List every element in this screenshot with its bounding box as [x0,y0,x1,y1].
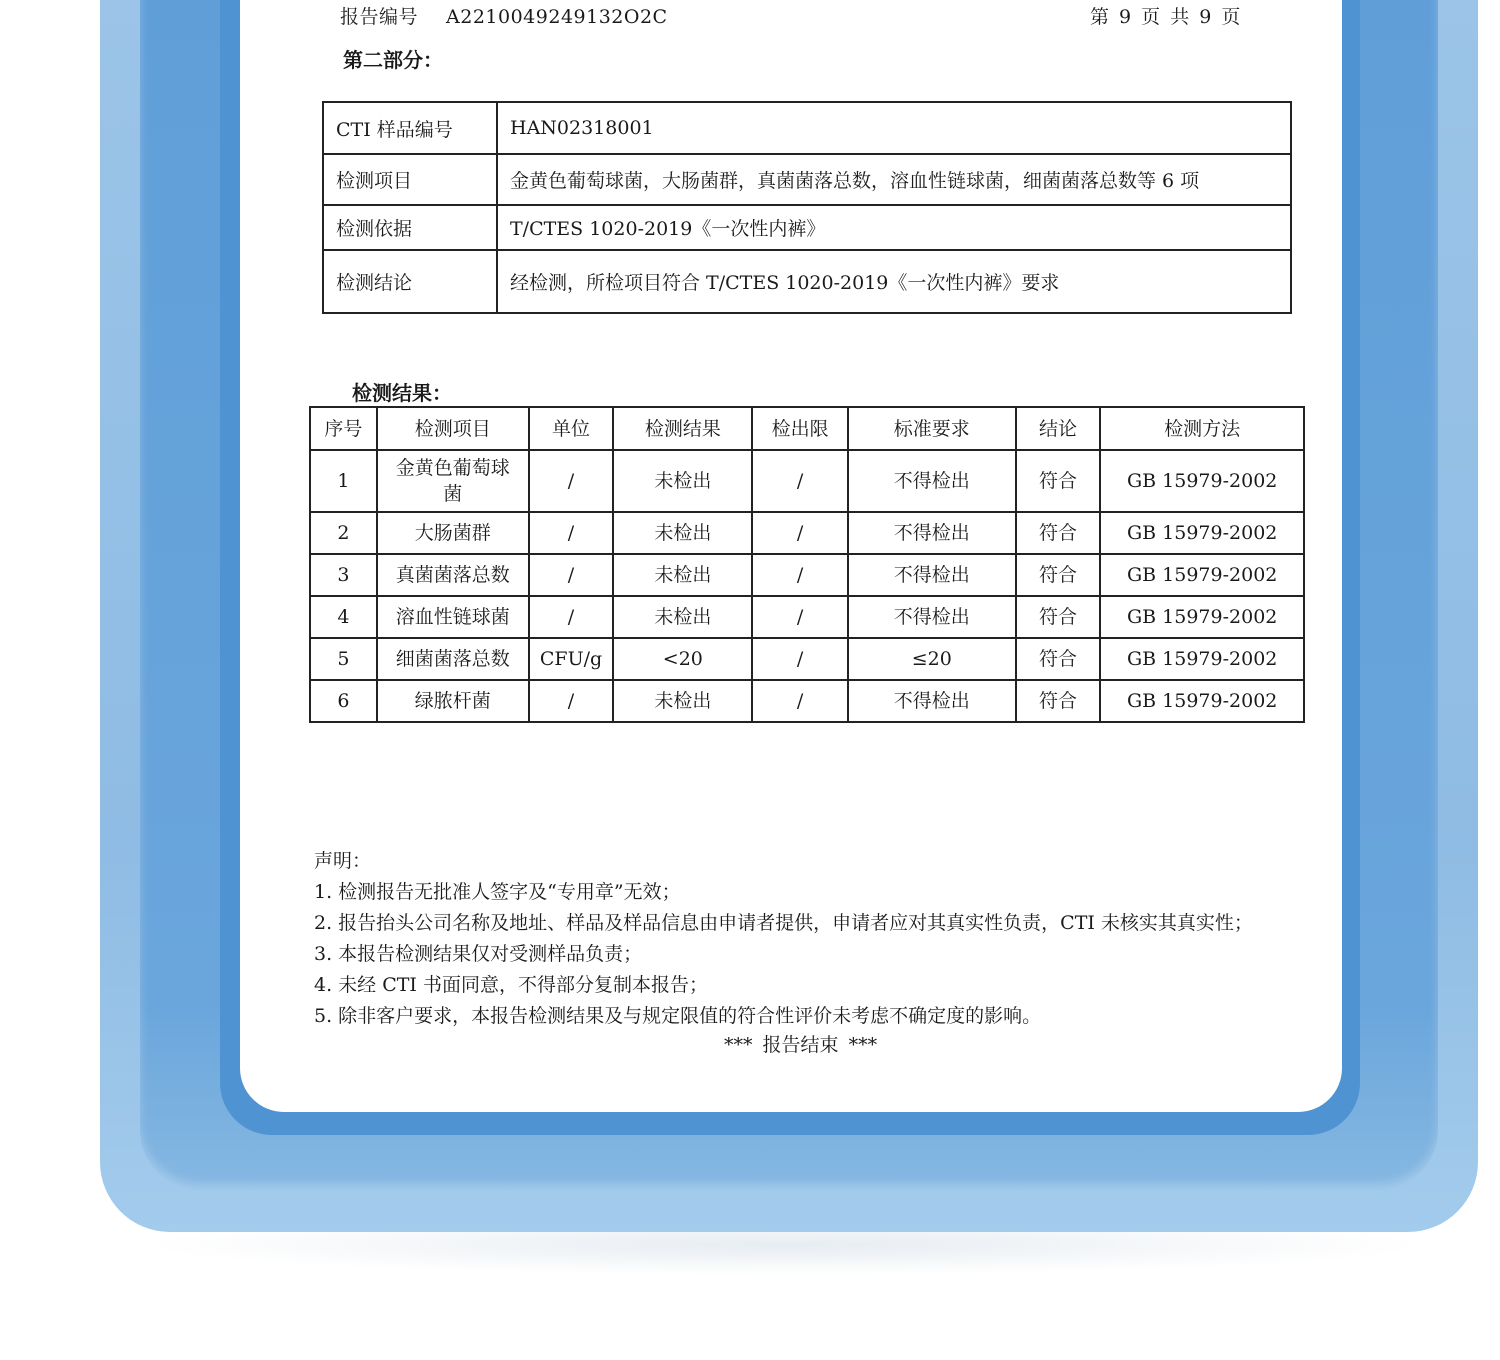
table-cell: 符合 [1016,596,1101,638]
report-number-label: 报告编号 [340,6,419,28]
table-cell: 5 [310,638,377,680]
table-cell: 绿脓杆菌 [377,680,529,722]
info-key: 检测依据 [323,205,497,250]
table-cell: 细菌菌落总数 [377,638,529,680]
statement-item: 1. 检测报告无批准人签字及“专用章”无效； [314,881,681,903]
table-row [323,250,1291,313]
table-cell: 未检出 [613,450,752,512]
table-cell: 符合 [1016,680,1101,722]
table-cell: 不得检出 [848,554,1016,596]
page-indicator: 第 9 页 共 9 页 [1090,6,1241,28]
info-key: 检测结论 [323,250,497,313]
table-cell: <20 [613,638,752,680]
table-cell: ≤20 [848,638,1016,680]
table-cell: / [752,554,848,596]
column-header: 检测结果 [613,407,752,450]
table-cell: 不得检出 [848,680,1016,722]
table-cell: 溶血性链球菌 [377,596,529,638]
statement-item: 4. 未经 CTI 书面同意，不得部分复制本报告； [314,974,708,996]
table-cell: 未检出 [613,512,752,554]
table-cell: 1 [310,450,377,512]
table-cell: / [529,596,614,638]
info-value: HAN02318001 [497,102,1291,154]
table-cell: 不得检出 [848,596,1016,638]
table-row [310,680,1304,722]
table-cell: 未检出 [613,554,752,596]
table-cell: 未检出 [613,596,752,638]
table-cell: GB 15979-2002 [1100,554,1304,596]
table-cell: 不得检出 [848,450,1016,512]
info-value: T/CTES 1020-2019《一次性内裤》 [497,205,1291,250]
table-row [310,512,1304,554]
table-cell: 符合 [1016,512,1101,554]
table-cell: / [529,512,614,554]
table-row [310,450,1304,512]
info-key: 检测项目 [323,154,497,205]
table-cell: GB 15979-2002 [1100,596,1304,638]
table-cell: / [752,638,848,680]
table-cell: GB 15979-2002 [1100,680,1304,722]
table-cell: / [752,450,848,512]
table-cell: 金黄色葡萄球菌 [377,450,529,512]
info-value: 金黄色葡萄球菌，大肠菌群，真菌菌落总数，溶血性链球菌，细菌菌落总数等 6 项 [497,154,1291,205]
statement-title: 声明： [314,850,372,872]
table-cell: GB 15979-2002 [1100,450,1304,512]
table-cell: GB 15979-2002 [1100,512,1304,554]
table-row [323,205,1291,250]
column-header: 结论 [1016,407,1101,450]
table-cell: 6 [310,680,377,722]
info-key: CTI 样品编号 [323,102,497,154]
table-row [323,154,1291,205]
report-number [340,2,668,29]
table-cell: / [752,596,848,638]
statement-item: 5. 除非客户要求，本报告检测结果及与规定限值的符合性评价未考虑不确定度的影响。 [314,1005,1042,1027]
statement-item: 3. 本报告检测结果仅对受测样品负责； [314,943,643,965]
table-cell: / [529,554,614,596]
column-header: 检出限 [752,407,848,450]
table-cell: 未检出 [613,680,752,722]
column-header: 序号 [310,407,377,450]
results-title: 检测结果： [352,381,452,405]
table-cell: 符合 [1016,554,1101,596]
table-row [323,102,1291,154]
results-table [309,406,1305,723]
column-header: 单位 [529,407,614,450]
sample-info-table [322,101,1292,314]
table-row [310,638,1304,680]
column-header: 标准要求 [848,407,1016,450]
column-header: 检测项目 [377,407,529,450]
table-cell: 2 [310,512,377,554]
table-cell: / [529,680,614,722]
table-cell: 4 [310,596,377,638]
table-cell: 大肠菌群 [377,512,529,554]
table-cell: / [752,512,848,554]
table-cell: CFU/g [529,638,614,680]
table-cell: / [529,450,614,512]
table-header-row [310,407,1304,450]
table-cell: 不得检出 [848,512,1016,554]
table-cell: / [752,680,848,722]
table-row [310,554,1304,596]
table-cell: 符合 [1016,450,1101,512]
table-cell: GB 15979-2002 [1100,638,1304,680]
statement [314,846,1253,1032]
table-row [310,596,1304,638]
statement-item: 2. 报告抬头公司名称及地址、样品及样品信息由申请者提供，申请者应对其真实性负责，CTI 未核实其真实性； [314,912,1253,934]
table-cell: 真菌菌落总数 [377,554,529,596]
info-value: 经检测，所检项目符合 T/CTES 1020-2019《一次性内裤》要求 [497,250,1291,313]
report-number-value: A2210049249132O2C [446,6,668,28]
table-cell: 符合 [1016,638,1101,680]
column-header: 检测方法 [1100,407,1304,450]
report-end-marker: *** 报告结束 *** [724,1034,878,1056]
section-title: 第二部分： [343,48,443,72]
table-cell: 3 [310,554,377,596]
